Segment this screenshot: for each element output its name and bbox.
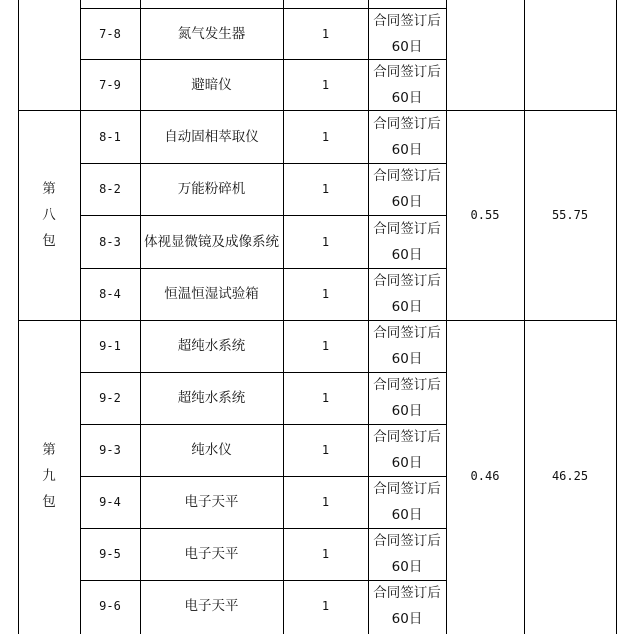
row-border — [80, 476, 447, 477]
item-code: 7-8 — [99, 26, 121, 41]
item-code: 9-1 — [99, 339, 121, 353]
package-price: 0.55 — [470, 208, 500, 222]
item-code: 7-9 — [99, 77, 121, 92]
item-quantity: 1 — [321, 26, 330, 41]
deadline-line: 合同签订后 — [373, 168, 441, 184]
deadline-line: 60日 — [391, 611, 423, 627]
item-name: 超纯水系统 — [177, 338, 246, 354]
item-code: 8-3 — [99, 234, 121, 249]
item-code: 8-4 — [99, 287, 121, 301]
row-border — [18, 110, 617, 111]
package-label-char: 第 — [42, 442, 56, 458]
item-code: 9-4 — [99, 495, 121, 509]
item-quantity: 1 — [321, 495, 330, 509]
delivery-deadline — [368, 59, 446, 110]
item-name: 超纯水系统 — [177, 390, 246, 406]
row-border — [80, 424, 447, 425]
row-border — [80, 59, 447, 60]
item-quantity: 1 — [321, 339, 330, 353]
package-total: 55.75 — [551, 208, 589, 222]
column-border — [616, 0, 617, 634]
deadline-line: 60日 — [391, 455, 423, 471]
deadline-line: 60日 — [391, 141, 423, 158]
delivery-deadline — [368, 163, 446, 215]
deadline-line: 60日 — [391, 299, 423, 315]
item-name: 万能粉碎机 — [177, 181, 246, 197]
row-border — [18, 320, 617, 321]
item-name: 自动固相萃取仪 — [164, 128, 259, 145]
item-name: 体视显微镜及成像系统 — [144, 233, 279, 250]
item-code: 8-1 — [99, 129, 121, 144]
item-name: 电子天平 — [184, 598, 239, 614]
item-name: 电子天平 — [184, 494, 239, 510]
package-label-char: 九 — [42, 468, 56, 484]
deadline-line: 合同签订后 — [373, 63, 441, 80]
item-name — [144, 0, 279, 8]
column-border — [80, 0, 81, 634]
item-name: 电子天平 — [184, 546, 239, 562]
column-border — [140, 0, 141, 634]
delivery-deadline — [368, 215, 446, 268]
deadline-line: 合同签订后 — [373, 325, 441, 341]
row-border — [80, 215, 447, 216]
package-label — [18, 320, 80, 632]
package-price — [446, 0, 524, 110]
package-label — [18, 0, 80, 110]
deadline-line: 合同签订后 — [373, 12, 441, 29]
item-code: 9-3 — [99, 443, 121, 457]
row-border — [80, 8, 447, 9]
package-label-char: 第 — [42, 181, 56, 197]
package-total: 46.25 — [551, 469, 589, 483]
deadline-line: 60日 — [391, 403, 423, 419]
delivery-deadline — [368, 110, 446, 163]
item-quantity: 1 — [321, 182, 330, 196]
package-total — [524, 0, 616, 110]
delivery-deadline — [368, 320, 446, 372]
item-code: 9-5 — [99, 547, 121, 561]
row-border — [80, 268, 447, 269]
item-quantity: 1 — [321, 443, 330, 457]
delivery-deadline — [368, 528, 446, 580]
item-code: 8-2 — [99, 182, 121, 196]
deadline-line: 合同签订后 — [373, 481, 441, 497]
column-border — [368, 0, 369, 634]
deadline-line: 合同签订后 — [373, 273, 441, 289]
item-quantity: 1 — [321, 129, 330, 144]
deadline-line: 合同签订后 — [373, 220, 441, 237]
deadline-line: 合同签订后 — [373, 533, 441, 549]
item-code: 9-6 — [99, 599, 121, 613]
package-price: 0.46 — [470, 469, 500, 483]
item-name: 氮气发生器 — [177, 25, 246, 42]
delivery-deadline — [368, 8, 446, 59]
delivery-deadline — [368, 268, 446, 320]
row-border — [80, 580, 447, 581]
item-code: 9-2 — [99, 391, 121, 405]
row-border — [80, 372, 447, 373]
item-quantity: 1 — [321, 547, 330, 561]
item-name: 避暗仪 — [191, 76, 232, 93]
deadline-line: 60日 — [391, 194, 423, 210]
item-quantity: 1 — [321, 287, 330, 301]
deadline-line: 60日 — [391, 246, 423, 263]
item-quantity: 1 — [321, 77, 330, 92]
package-label-char: 包 — [42, 233, 56, 249]
deadline-line: 合同签订后 — [373, 429, 441, 445]
row-border — [80, 163, 447, 164]
package-label-char: 八 — [42, 207, 56, 223]
deadline-line: 60日 — [391, 559, 423, 575]
column-border — [18, 0, 19, 634]
column-border — [524, 0, 525, 634]
deadline-line: 合同签订后 — [373, 585, 441, 601]
deadline-line: 合同签订后 — [373, 115, 441, 132]
deadline-line: 合同签订后 — [373, 377, 441, 393]
deadline-line: 60日 — [391, 38, 423, 55]
deadline-line: 60日 — [391, 351, 423, 367]
package-label — [18, 110, 80, 320]
column-border — [283, 0, 284, 634]
deadline-line: 60日 — [391, 89, 423, 106]
item-quantity: 1 — [321, 391, 330, 405]
item-quantity: 1 — [321, 234, 330, 249]
package-label-char: 包 — [42, 494, 56, 510]
column-border — [446, 0, 447, 634]
item-quantity — [283, 0, 368, 8]
delivery-deadline — [368, 372, 446, 424]
item-name: 纯水仪 — [191, 442, 232, 458]
item-name: 恒温恒湿试验箱 — [164, 286, 259, 302]
item-code — [80, 0, 140, 8]
deadline-line: 60日 — [391, 507, 423, 523]
row-border — [80, 528, 447, 529]
item-quantity: 1 — [321, 599, 330, 613]
delivery-deadline — [368, 580, 446, 632]
delivery-deadline — [368, 476, 446, 528]
delivery-deadline — [368, 424, 446, 476]
